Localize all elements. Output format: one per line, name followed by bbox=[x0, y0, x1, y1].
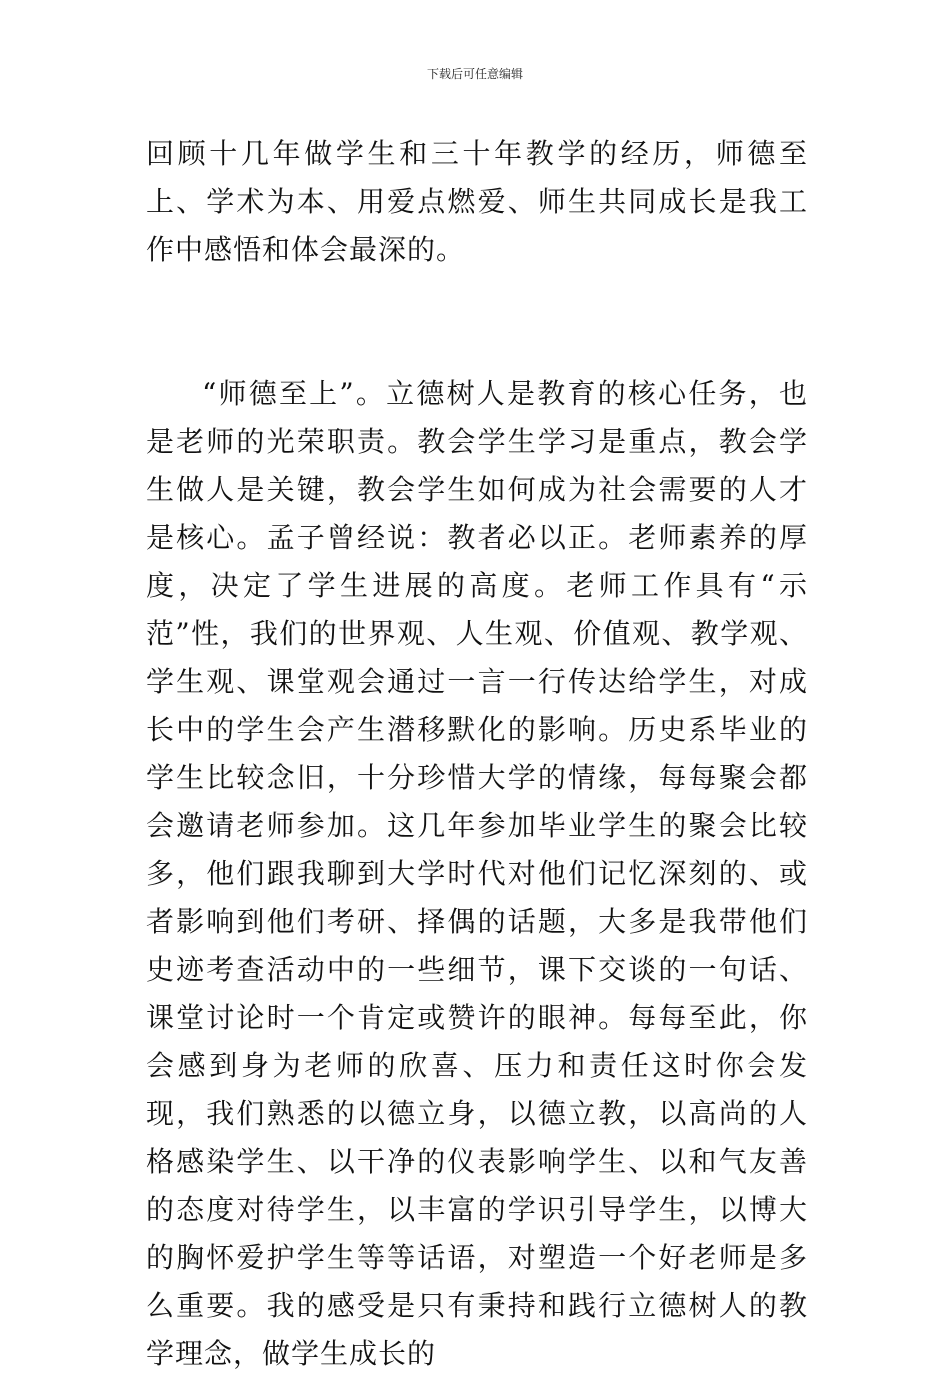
document-body bbox=[146, 130, 808, 1378]
page-header-note: 下载后可任意编辑 bbox=[426, 67, 523, 81]
paragraph-teacher-ethics: “师德至上”。立德树人是教育的核心任务，也是老师的光荣职责。教会学生学习是重点，教会学生做人是关键，教会学生如何成为社会需要的人才是核心。孟子曾经说：教者必以正。老师素养的厚度，决定了学生进展的高度。老师工作具有“示范”性，我们的世界观、人生观、价值观、教学观、学生观、课堂观会通过一言一行传达给学生，对成长中的学生会产生潜移默化的影响。历史系毕业的学生比较念旧，十分珍惜大学的情缘，每每聚会都会邀请老师参加。这几年参加毕业学生的聚会比较多，他们跟我聊到大学时代对他们记忆深刻的、或者影响到他们考研、择偶的话题，大多是我带他们史迹考查活动中的一些细节，课下交谈的一句话、课堂讨论时一个肯定或赞许的眼神。每每至此，你会感到身为老师的欣喜、压力和责任这时你会发现，我们熟悉的以德立身，以德立教，以高尚的人格感染学生、以干净的仪表影响学生、以和气友善的态度对待学生，以丰富的学识引导学生，以博大的胸怀爱护学生等等话语，对塑造一个好老师是多么重要。我的感受是只有秉持和践行立德树人的教学理念，做学生成长的 bbox=[146, 377, 808, 1370]
paragraph-intro: 回顾十几年做学生和三十年教学的经历，师德至上、学术为本、用爱点燃爱、师生共同成长是我工作中感悟和体会最深的。 bbox=[146, 137, 808, 266]
